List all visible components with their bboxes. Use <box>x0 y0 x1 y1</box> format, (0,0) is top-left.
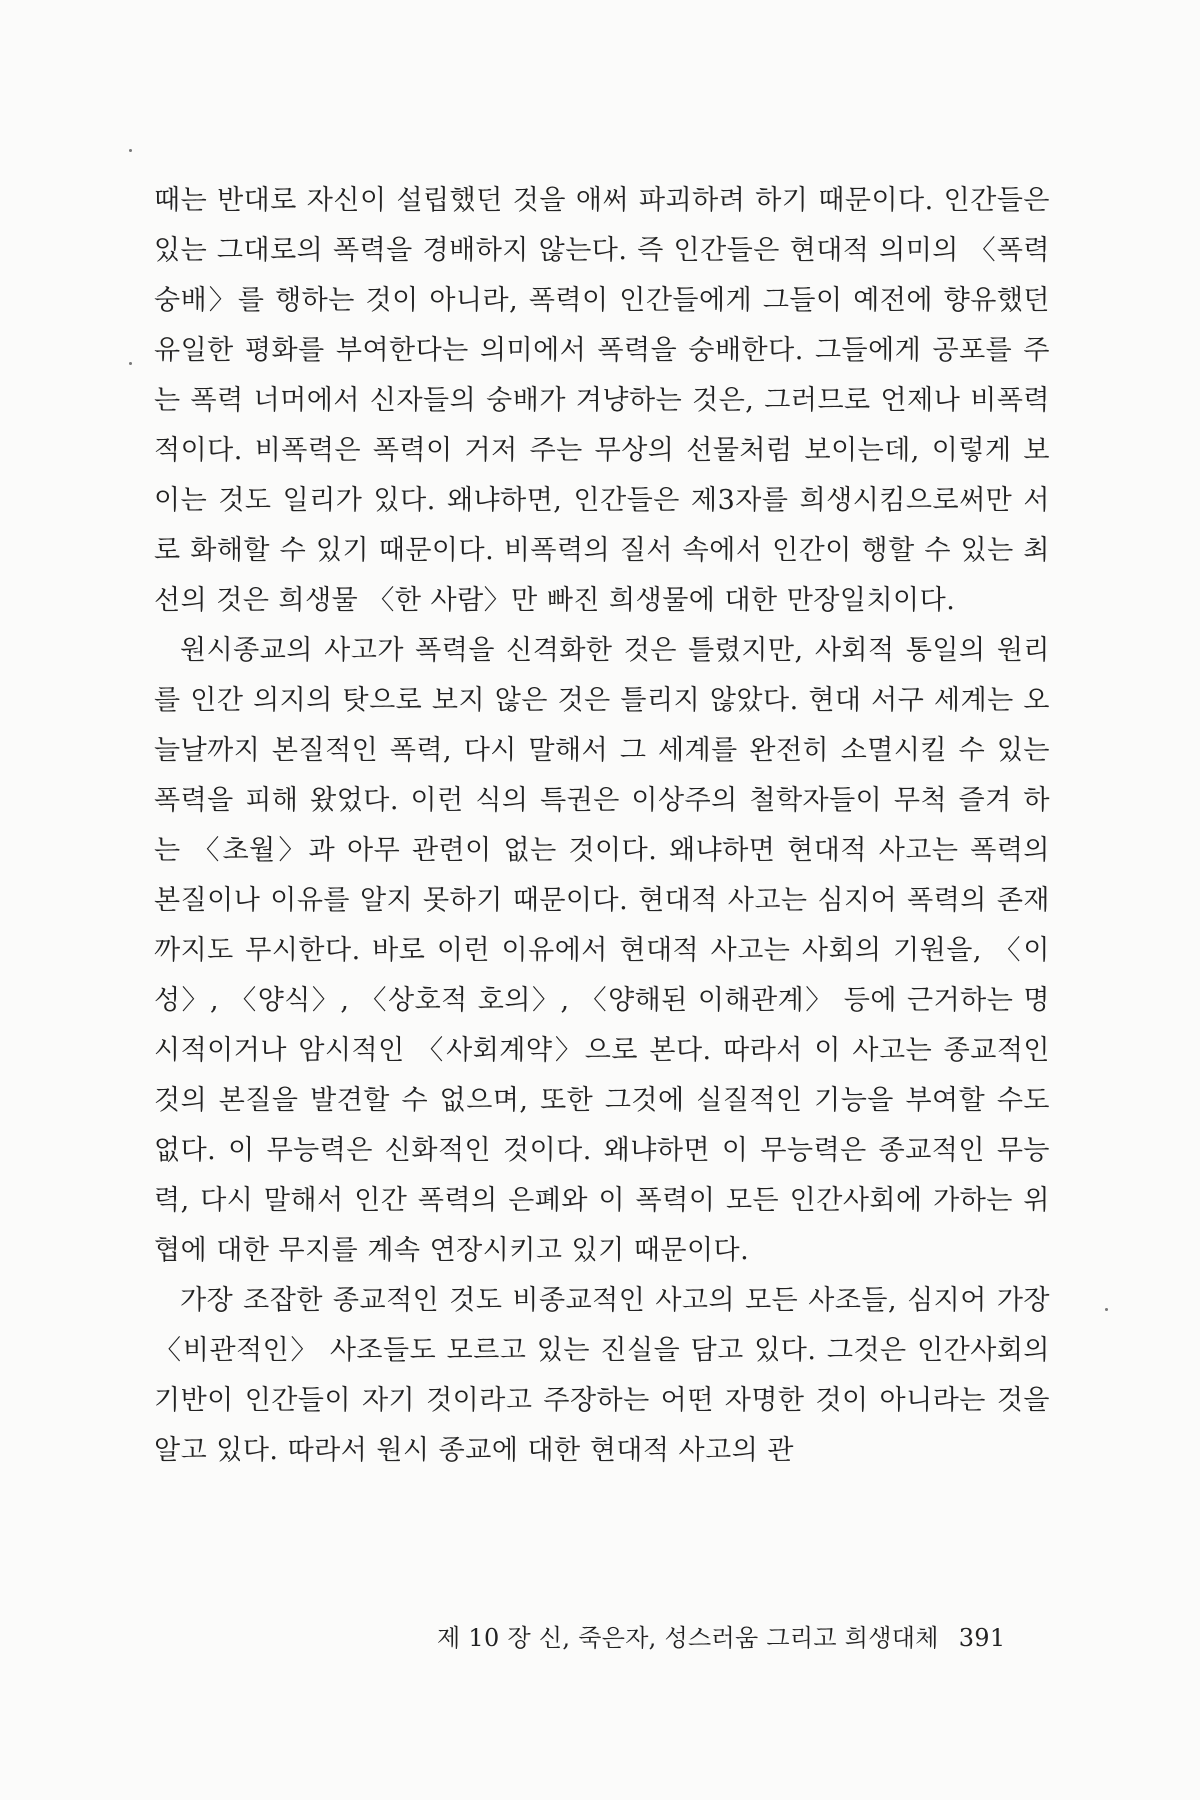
running-footer <box>437 1618 1037 1658</box>
page-number: 391 <box>958 1624 1006 1652</box>
body-text <box>154 176 1050 1476</box>
paragraph: 가장 조잡한 종교적인 것도 비종교적인 사고의 모든 사조들, 심지어 가장 〈비관적인〉 사조들도 모르고 있는 진실을 담고 있다. 그것은 인간사회의 기반이 인간들이 자기 것이라고 주장하는 어떤 자명한 것이 아니라는 것을 알고 있다. 따라서 원시 종교에 대한 현대적 사고의 관 <box>154 1285 1050 1466</box>
paragraph: 원시종교의 사고가 폭력을 신격화한 것은 틀렸지만, 사회적 통일의 원리를 인간 의지의 탓으로 보지 않은 것은 틀리지 않았다. 현대 서구 세계는 오늘날까지 본질적인 폭력, 다시 말해서 그 세계를 완전히 소멸시킬 수 있는 폭력을 피해 왔었다. 이런 식의 특권은 이상주의 철학자들이 무척 즐겨 하는 〈초월〉과 아무 관련이 없는 것이다. 왜냐하면 현대적 사고는 폭력의 본질이나 이유를 알지 못하기 때문이다. 현대적 사고는 심지어 폭력의 존재까지도 무시한다. 바로 이런 이유에서 현대적 사고는 사회의 기원을, 〈이성〉, 〈양식〉, 〈상호적 호의〉, 〈양해된 이해관계〉 등에 근거하는 명시적이거나 암시적인 〈사회계약〉으로 본다. 따라서 이 사고는 종교적인 것의 본질을 발견할 수 없으며, 또한 그것에 실질적인 기능을 부여할 수도 없다. 이 무능력은 신화적인 것이다. 왜냐하면 이 무능력은 종교적인 무능력, 다시 말해서 인간 폭력의 은폐와 이 폭력이 모든 인간사회에 가하는 위협에 대한 무지를 계속 연장시키고 있기 때문이다. <box>154 635 1050 1266</box>
chapter-title: 제 10 장 신, 죽은자, 성스러움 그리고 희생대체 <box>437 1624 939 1652</box>
scan-speck <box>1105 1308 1108 1311</box>
paragraph-continued: 때는 반대로 자신이 설립했던 것을 애써 파괴하려 하기 때문이다. 인간들은 있는 그대로의 폭력을 경배하지 않는다. 즉 인간들은 현대적 의미의 〈폭력 숭배〉를 행하는 것이 아니라, 폭력이 인간들에게 그들이 예전에 향유했던 유일한 평화를 부여한다는 의미에서 폭력을 숭배한다. 그들에게 공포를 주는 폭력 너머에서 신자들의 숭배가 겨냥하는 것은, 그러므로 언제나 비폭력적이다. 비폭력은 폭력이 거저 주는 무상의 선물처럼 보이는데, 이렇게 보이는 것도 일리가 있다. 왜냐하면, 인간들은 제3자를 희생시킴으로써만 서로 화해할 수 있기 때문이다. 비폭력의 질서 속에서 인간이 행할 수 있는 최선의 것은 희생물 〈한 사람〉만 빠진 희생물에 대한 만장일치이다. <box>154 185 1050 616</box>
scan-speck <box>129 362 132 365</box>
scan-speck <box>129 149 132 152</box>
